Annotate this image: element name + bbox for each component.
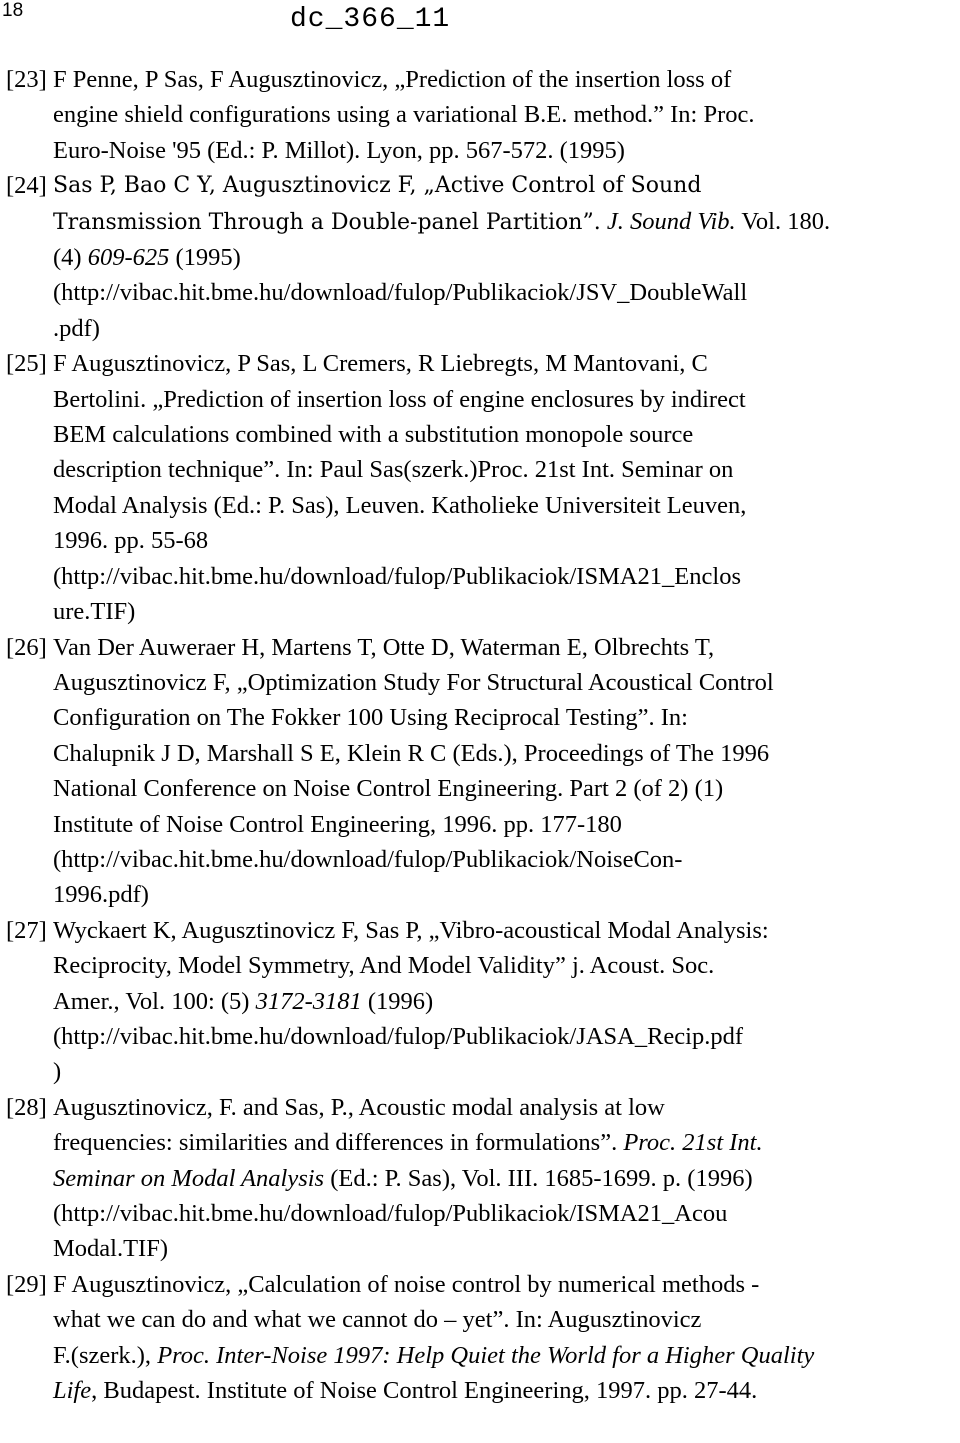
reference-line: (4) 609-625 (1995) — [53, 244, 241, 272]
reference-number: [23] — [6, 66, 47, 93]
reference-line: Institute of Noise Control Engineering, 1996. pp. 177-180 — [53, 810, 622, 838]
reference-26 — [6, 630, 951, 913]
reference-url: .pdf) — [53, 314, 100, 342]
reference-line: Chalupnik J D, Marshall S E, Klein R C (Eds.), Proceedings of The 1996 — [53, 739, 770, 767]
reference-number: [25] — [6, 350, 47, 378]
reference-text — [53, 1267, 951, 1409]
reference-line: National Conference on Noise Control Engineering. Part 2 (of 2) (1) — [53, 775, 724, 803]
reference-line: BEM calculations combined with a substitution monopole source — [53, 421, 694, 449]
reference-line: Life, Budapest. Institute of Noise Control Engineering, 1997. pp. 27-44. — [53, 1377, 758, 1405]
reference-text — [53, 913, 951, 1090]
reference-url: Modal.TIF) — [53, 1235, 168, 1263]
reference-28 — [6, 1090, 951, 1267]
reference-number: [29] — [6, 1270, 47, 1298]
reference-24 — [6, 168, 951, 346]
proceedings-name: Proc. 21st Int. — [623, 1129, 763, 1157]
reference-number: [27] — [6, 916, 47, 944]
reference-number: [24] — [6, 172, 47, 200]
reference-line: F Augusztinovicz, P Sas, L Cremers, R Liebregts, M Mantovani, C — [53, 350, 708, 378]
reference-line: Amer., Vol. 100: (5) 3172-3181 (1996) — [53, 987, 434, 1015]
reference-line: Reciprocity, Model Symmetry, And Model Validity” j. Acoust. Soc. — [53, 952, 715, 980]
reference-line: Configuration on The Fokker 100 Using Reciprocal Testing”. In: — [53, 704, 688, 732]
reference-text — [53, 168, 951, 346]
reference-url: (http://vibac.hit.bme.hu/download/fulop/Publikaciok/JASA_Recip.pdf — [53, 1022, 744, 1050]
reference-line: Augusztinovicz, F. and Sas, P., Acoustic modal analysis at low — [53, 1093, 665, 1121]
reference-url: (http://vibac.hit.bme.hu/download/fulop/Publikaciok/ISMA21_Acou — [53, 1200, 728, 1227]
reference-url: (http://vibac.hit.bme.hu/download/fulop/Publikaciok/ISMA21_Enclos — [53, 562, 741, 590]
reference-line: engine shield configurations using a variational B.E. method.” In: Proc. — [53, 101, 755, 129]
reference-url: 1996.pdf) — [53, 881, 149, 909]
reference-text — [53, 62, 951, 168]
reference-text — [53, 346, 951, 629]
reference-25 — [6, 346, 951, 629]
reference-29 — [6, 1267, 951, 1409]
journal-name: J. Sound Vib. — [606, 207, 736, 235]
reference-url: (http://vibac.hit.bme.hu/download/fulop/Publikaciok/JSV_DoubleWall — [53, 279, 748, 307]
reference-line: Bertolini. „Prediction of insertion loss of engine enclosures by indirect — [53, 385, 746, 413]
proceedings-name: Proc. Inter-Noise 1997: Help Quiet the World for a Higher Quality — [157, 1341, 815, 1369]
reference-line: frequencies: similarities and differences in formulations”. Proc. 21st Int. — [53, 1129, 763, 1157]
reference-line: Seminar on Modal Analysis (Ed.: P. Sas), Vol. III. 1685-1699. p. (1996) — [53, 1164, 753, 1192]
reference-url: ure.TIF) — [53, 598, 136, 626]
reference-list — [6, 62, 951, 1408]
reference-line: Transmission Through a Double-panel Partition”. J. Sound Vib. Vol. 180. — [53, 207, 831, 235]
reference-text — [53, 1090, 951, 1267]
reference-line: Wyckaert K, Augusztinovicz F, Sas P, „Vibro-acoustical Modal Analysis: — [53, 916, 769, 944]
reference-url: ) — [53, 1058, 62, 1086]
reference-line: F Penne, P Sas, F Augusztinovicz, „Prediction of the insertion loss of — [53, 66, 732, 93]
page-number: 18 — [2, 0, 24, 21]
document-id: dc_366_11 — [290, 4, 451, 35]
reference-line: description technique”. In: Paul Sas(szerk.)Proc. 21st Int. Seminar on — [53, 456, 734, 484]
reference-line: Augusztinovicz F, „Optimization Study For Structural Acoustical Control — [53, 668, 774, 696]
reference-number: [28] — [6, 1093, 47, 1121]
reference-line: F Augusztinovicz, „Calculation of noise control by numerical methods - — [53, 1270, 760, 1298]
reference-line: Van Der Auweraer H, Martens T, Otte D, Waterman E, Olbrechts T, — [53, 633, 715, 661]
reference-line: what we can do and what we cannot do – yet”. In: Augusztinovicz — [53, 1306, 702, 1334]
reference-line: Sas P, Bao C Y, Augusztinovicz F, „Active Control of Sound — [53, 173, 702, 199]
reference-line: 1996. pp. 55-68 — [53, 527, 209, 555]
reference-number: [26] — [6, 633, 47, 661]
reference-url: (http://vibac.hit.bme.hu/download/fulop/Publikaciok/NoiseCon- — [53, 845, 683, 873]
reference-line: F.(szerk.), Proc. Inter-Noise 1997: Help Quiet the World for a Higher Quality — [53, 1341, 815, 1369]
reference-line: Modal Analysis (Ed.: P. Sas), Leuven. Katholieke Universiteit Leuven, — [53, 491, 747, 519]
reference-text — [53, 630, 951, 913]
reference-23 — [6, 62, 951, 168]
reference-line: Euro-Noise '95 (Ed.: P. Millot). Lyon, pp. 567-572. (1995) — [53, 136, 625, 164]
reference-27 — [6, 913, 951, 1090]
